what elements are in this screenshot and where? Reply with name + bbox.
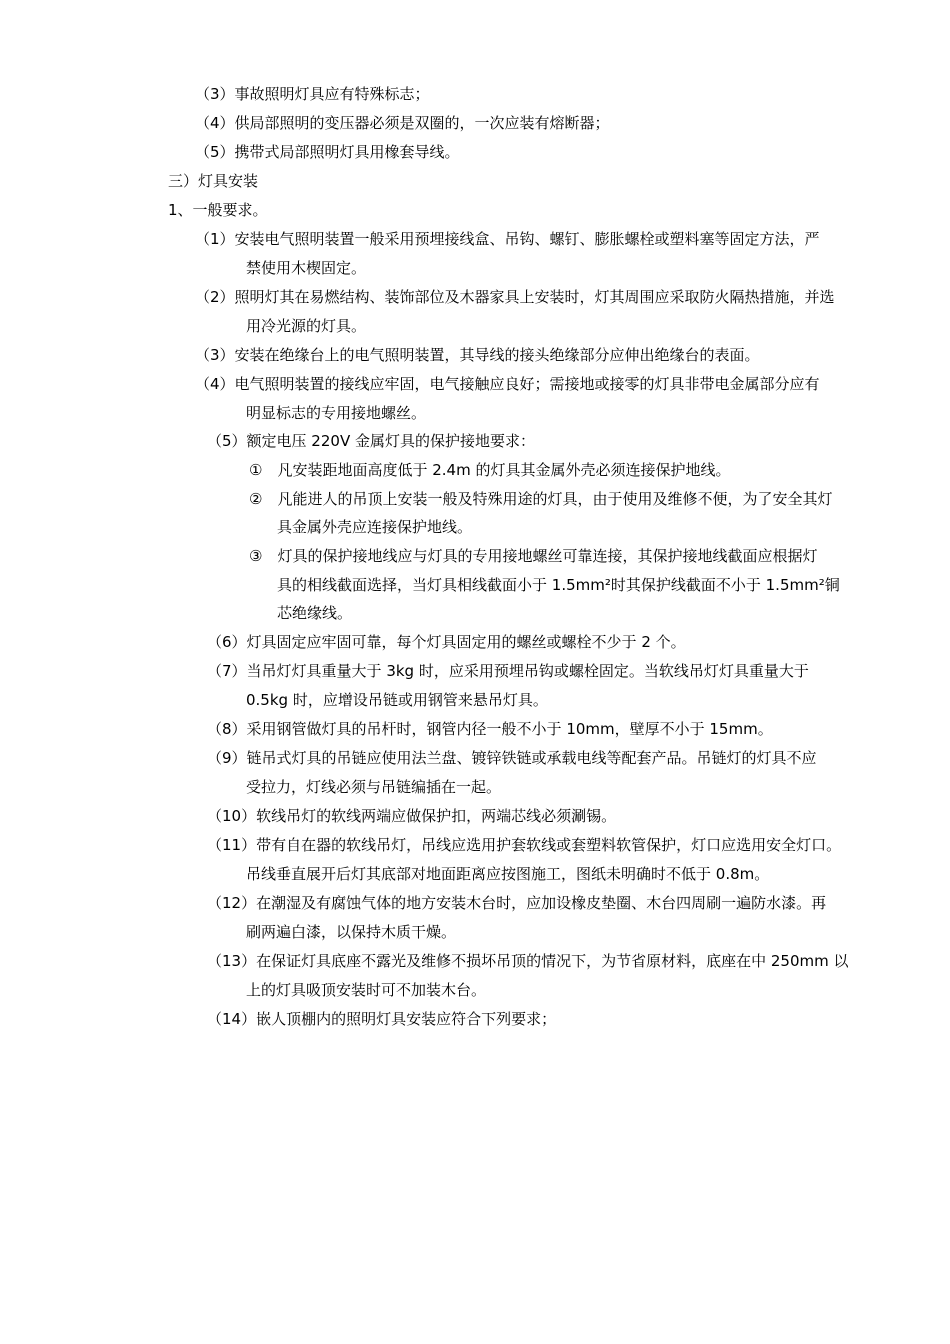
circled-item-3: ③ 灯具的保护接地线应与灯具的专用接地螺丝可靠连接，其保护接地线截面应根据灯 [249,547,818,565]
req-6: （6）灯具固定应牢固可靠，每个灯具固定用的螺丝或螺栓不少于 2 个。 [207,633,686,651]
circled-item-2-cont: 具金属外壳应连接保护地线。 [277,518,473,536]
req-14: （14）嵌人顶棚内的照明灯具安装应符合下列要求； [207,1010,557,1028]
req-1-cont: 禁使用木楔固定。 [246,259,367,277]
req-9: （9）链吊式灯具的吊链应使用法兰盘、镀锌铁链或承载电线等配套产品。吊链灯的灯具不应 [207,749,817,767]
req-12: （12）在潮湿及有腐蚀气体的地方安装木台时，应加设橡皮垫圈、木台四周刷一遍防水漆。再 [207,894,827,912]
req-2: （2）照明灯其在易燃结构、装饰部位及木器家具上安装时，灯其周围应采取防火隔热措施，并选 [195,288,835,306]
circled-item-2: ② 凡能进人的吊顶上安装一般及特殊用途的灯具，由于使用及维修不便，为了安全其灯 [249,490,833,508]
section-heading: 三）灯具安装 [168,172,259,190]
req-11-cont: 吊线垂直展开后灯其底部对地面距离应按图施工，图纸未明确时不低于 0.8m。 [246,865,770,883]
req-4-cont: 明显标志的专用接地螺丝。 [246,404,427,422]
req-9-cont: 受拉力，灯线必须与吊链编插在一起。 [246,778,502,796]
req-12-cont: 刷两遍白漆，以保持木质干燥。 [246,923,457,941]
req-3: （3）安装在绝缘台上的电气照明装置，其导线的接头绝缘部分应伸出绝缘台的表面。 [195,346,760,364]
circled-item-3-cont2: 芯绝缘线。 [277,604,353,622]
item-5: （5）携带式局部照明灯具用橡套导线。 [195,143,460,161]
req-7: （7）当吊灯灯具重量大于 3kg 时，应采用预埋吊钩或螺栓固定。当软线吊灯灯具重量大于 [207,662,809,680]
subsection-heading: 1、一般要求。 [168,201,268,219]
item-4: （4）供局部照明的变压器必须是双圈的，一次应装有熔断器； [195,114,610,132]
req-8: （8）采用钢管做灯具的吊杆时，钢管内径一般不小于 10mm，壁厚不小于 15mm。 [207,720,773,738]
req-5: （5）额定电压 220V 金属灯具的保护接地要求： [207,432,535,450]
circled-item-3-cont: 具的相线截面选择，当灯具相线截面小于 1.5mm²时其保护线截面不小于 1.5mm²铜 [277,576,840,594]
req-2-cont: 用冷光源的灯具。 [246,317,367,335]
req-4: （4）电气照明装置的接线应牢固，电气接触应良好；需接地或接零的灯具非带电金属部分应有 [195,375,820,393]
req-13: （13）在保证灯具底座不露光及维修不损坏吊顶的情况下，为节省原材料，底座在中 250mm 以 [207,952,849,970]
req-10: （10）软线吊灯的软线两端应做保护扣，两端芯线必须涮锡。 [207,807,617,825]
req-13-cont: 上的灯具吸顶安装时可不加装木台。 [246,981,487,999]
circled-item-1: ① 凡安装距地面高度低于 2.4m 的灯具其金属外壳必须连接保护地线。 [249,461,731,479]
req-1: （1）安装电气照明装置一般采用预埋接线盒、吊钩、螺钉、膨胀螺栓或塑料塞等固定方法，严 [195,230,820,248]
req-7-cont: 0.5kg 时，应增设吊链或用钢管来悬吊灯具。 [246,691,548,709]
item-3: （3）事故照明灯具应有特殊标志； [195,85,430,103]
req-11: （11）带有自在器的软线吊灯，吊线应选用护套软线或套塑料软管保护，灯口应选用安全灯口。 [207,836,842,854]
